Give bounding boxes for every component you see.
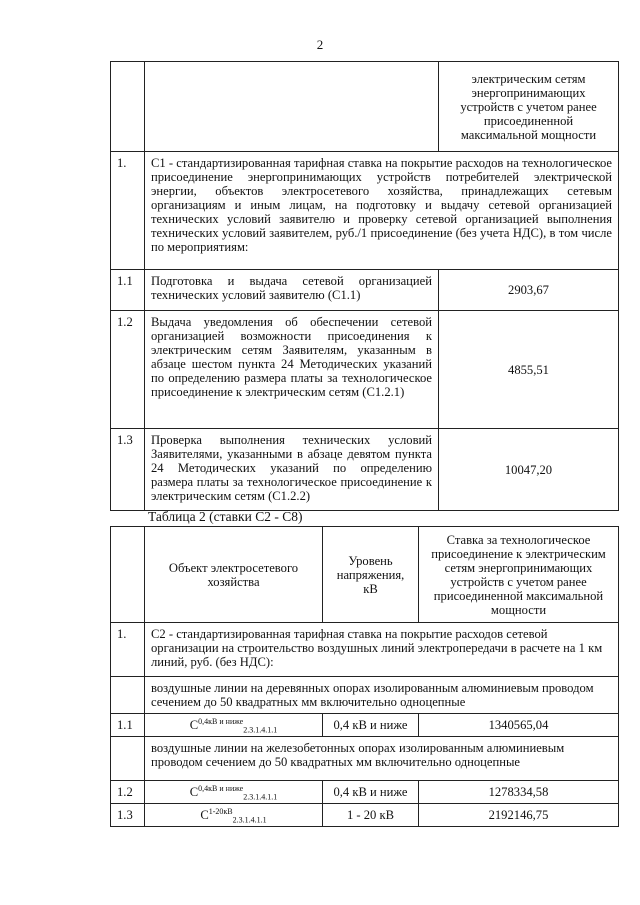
row-text: C1 - стандартизированная тарифная ставка на покрытие расходов на технологическое присоединение энергопринимающих устройств потребителей электрической энергии, объектов электросетевого хозяйства, принадлежащих сетевым организациям и иным лицам, на подготовку и выдачу сетевой организацией технических условий заявителю и проверку сетевой организацией выполнения технических условий заявителем, руб./1 присоединение (без учета НДС), в том числе по мероприятиям: — [145, 152, 619, 270]
row-voltage: 0,4 кВ и ниже — [323, 714, 419, 737]
table-row — [111, 804, 619, 827]
table-row — [111, 737, 619, 781]
table-row — [111, 677, 619, 714]
table-2 — [110, 526, 619, 827]
table-1 — [110, 61, 619, 511]
row-voltage: 0,4 кВ и ниже — [323, 781, 419, 804]
row-text: Выдача уведомления об обеспечении сетевой организацией возможности присоединения к электрическим сетям Заявителям, указанным в абзаце шестом пункта 24 Методических указаний по определению размера платы за технологическое присоединение к электрическим сетям (C1.2.1) — [145, 311, 439, 429]
rate-code: $C^{1-20кВ}_{2.3.1.4.1.1}$ — [145, 804, 323, 827]
row-number: 1. — [111, 623, 145, 677]
table-row — [111, 623, 619, 677]
table-row — [111, 62, 619, 152]
header-voltage: Уровень напряжения, кВ — [323, 527, 419, 623]
row-voltage: 1 - 20 кВ — [323, 804, 419, 827]
row-value: 1278334,58 — [419, 781, 619, 804]
rate-code: $C^{0,4кВ и ниже}_{2.3.1.4.1.1}$ — [145, 781, 323, 804]
row-value: 1340565,04 — [419, 714, 619, 737]
page-number: 2 — [316, 37, 324, 52]
row-value: 10047,20 — [439, 429, 619, 511]
header-rate: Ставка за технологическое присоединение к электрическим сетям энергопринимающих устройств с учетом ранее присоединенной максимальной мощности — [419, 527, 619, 623]
table-row — [111, 152, 619, 270]
row-text: Проверка выполнения технических условий Заявителями, указанными в абзаце девятом пункта 24 Методических указаний по определению размера платы за технологическое присоединение к электрическим сетям (C1.2.2) — [145, 429, 439, 511]
header-object: Объект электросетевого хозяйства — [145, 527, 323, 623]
table-row — [111, 270, 619, 311]
row-text: C2 - стандартизированная тарифная ставка на покрытие расходов сетевой организации на строительство воздушных линий электропередачи в расчете на 1 км линий, руб. (без НДС): — [145, 623, 619, 677]
table-header-row — [111, 527, 619, 623]
table-row — [111, 781, 619, 804]
row-subheading: воздушные линии на деревянных опорах изолированным алюминиевым проводом сечением до 50 квадратных мм включительно одноцепные — [145, 677, 619, 714]
row-text: Подготовка и выдача сетевой организацией технических условий заявителю (C1.1) — [145, 270, 439, 311]
row-value: 2903,67 — [439, 270, 619, 311]
table-row — [111, 429, 619, 511]
row-number: 1.2 — [111, 311, 145, 429]
header-cell: электрическим сетям энергопринимающих устройств с учетом ранее присоединенной максимальной мощности — [439, 62, 619, 152]
row-number: 1.3 — [111, 804, 145, 827]
row-number: 1.3 — [111, 429, 145, 511]
row-value: 2192146,75 — [419, 804, 619, 827]
row-number: 1.1 — [111, 714, 145, 737]
rate-code: $C^{0,4кВ и ниже}_{2.3.1.4.1.1}$ — [145, 714, 323, 737]
row-number: 1.2 — [111, 781, 145, 804]
table-2-caption: Таблица 2 (ставки C2 - C8) — [148, 509, 303, 524]
row-value: 4855,51 — [439, 311, 619, 429]
row-number: 1. — [111, 152, 145, 270]
table-row — [111, 311, 619, 429]
table-row — [111, 714, 619, 737]
row-subheading: воздушные линии на железобетонных опорах изолированным алюминиевым проводом сечением до 50 квадратных мм включительно одноцепные — [145, 737, 619, 781]
row-number: 1.1 — [111, 270, 145, 311]
